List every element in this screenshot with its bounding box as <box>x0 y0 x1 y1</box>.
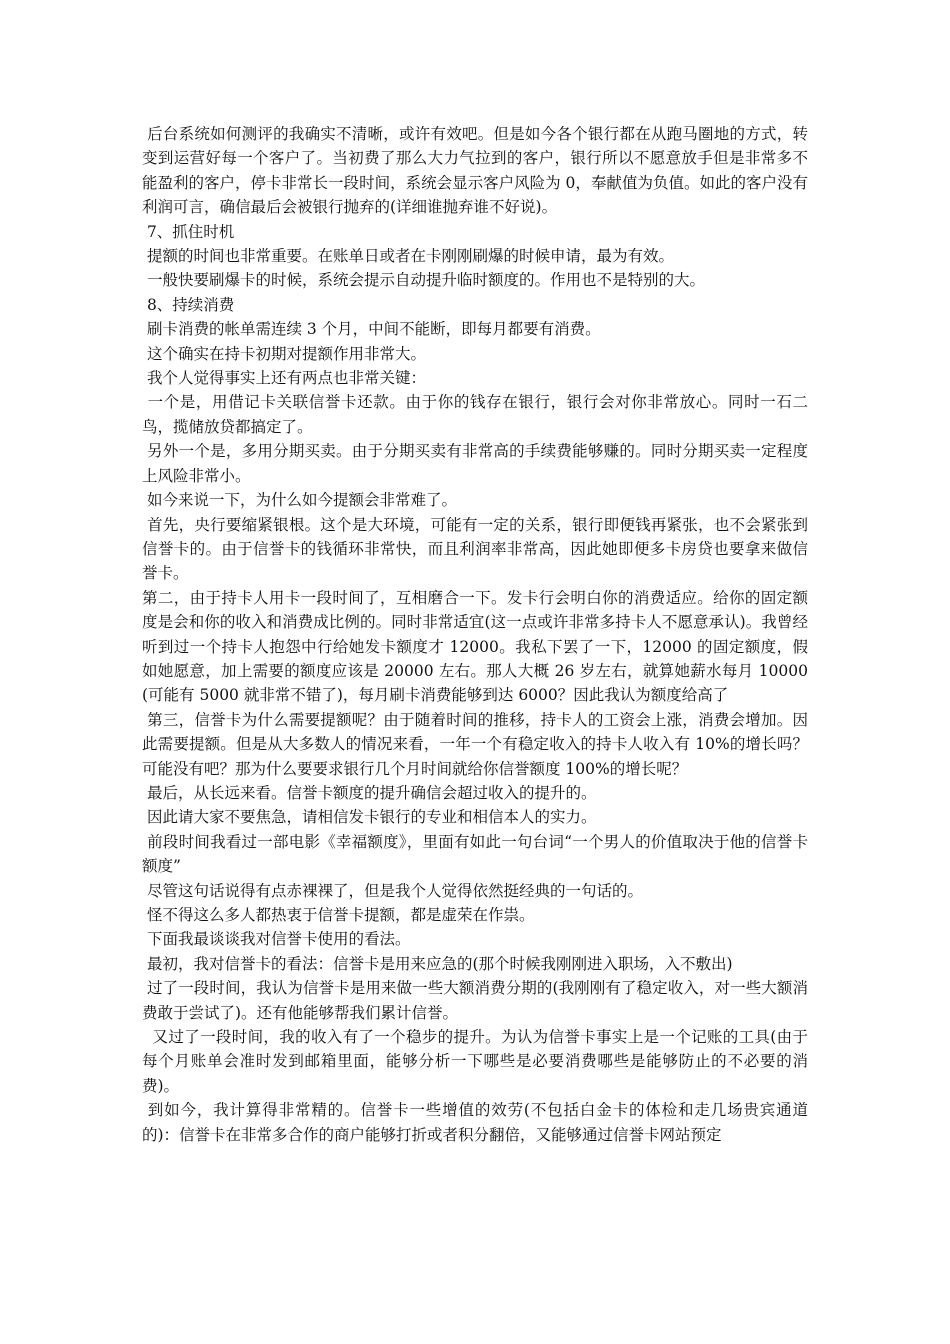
paragraph: 刷卡消费的帐单需连续 3 个月，中间不能断，即每月都要有消费。 <box>142 320 601 339</box>
paragraph: 最初，我对信誉卡的看法：信誉卡是用来应急的(那个时候我刚刚进入职场，入不敷出) <box>142 954 733 973</box>
paragraph: 如今来说一下，为什么如今提额会非常难了。 <box>142 491 457 510</box>
paragraph: 又过了一段时间，我的收入有了一个稳步的提升。为认为信誉卡事实上是一个记账的工具(由于每个月账单会准时发到邮箱里面，能够分析一下哪些是必要消费哪些是能够防止的不必要的消费)。 <box>142 1028 808 1095</box>
paragraph: 提额的时间也非常重要。在账单日或者在卡刚刚刷爆的时候申请，最为有效。 <box>142 247 674 266</box>
section-heading: 8、持续消费 <box>142 295 235 314</box>
paragraph: 下面我最谈谈我对信誉卡使用的看法。 <box>142 930 411 949</box>
paragraph: 第二，由于持卡人用卡一段时间了，互相磨合一下。发卡行会明白你的消费适应。给你的固定额度是会和你的收入和消费成比例的。同时非常适宜(这一点或许非常多持卡人不愿意承认)。我曾经听到过一个持卡人抱怨中行给她发卡额度才 12000。我私下罢了一下，12000 的固定额度，假如她愿意，加上需要的额度应该是 20000 左右。那人大概 26 岁左右，就算她薪水每月 10000(可能有 5000 就非常不错了)，每月刷卡消费能够到达 6000？因此我认为额度给高了 <box>142 588 808 705</box>
paragraph: 过了一段时间，我认为信誉卡是用来做一些大额消费分期的(我刚刚有了稳定收入，对一些大额消费敢于尝试了)。还有他能够帮我们累计信誉。 <box>142 979 808 1022</box>
paragraph: 尽管这句话说得有点赤裸裸了，但是我个人觉得依然挺经典的一句话的。 <box>142 881 643 900</box>
paragraph: 最后，从长远来看。信誉卡额度的提升确信会超过收入的提升的。 <box>142 783 597 802</box>
paragraph: 怪不得这么多人都热衷于信誉卡提额，都是虚荣在作祟。 <box>142 906 535 924</box>
paragraph: 到如今，我计算得非常精的。信誉卡一些增值的效劳(不包括白金卡的体检和走几场贵宾通道的)：信誉卡在非常多合作的商户能够打折或者积分翻倍，又能够通过信誉卡网站预定 <box>142 1101 808 1144</box>
paragraph: 后台系统如何测评的我确实不清晰，或许有效吧。但是如今各个银行都在从跑马圈地的方式，转变到运营好每一个客户了。当初费了那么大力气拉到的客户，银行所以不愿意放手但是非常多不能盈利的客户，停卡非常长一段时间，系统会显示客户风险为 0，奉献值为负值。如此的客户没有利润可言，确信最后会被银行抛弃的(详细谁抛弃谁不好说)。 <box>142 125 808 217</box>
paragraph: 一般快要刷爆卡的时候，系统会提示自动提升临时额度的。作用也不是特别的大。 <box>142 271 705 290</box>
paragraph: 首先，央行要缩紧银根。这个是大环境，可能有一定的关系，银行即便钱再紧张，也不会紧张到信誉卡的。由于信誉卡的钱循环非常快，而且利润率非常高，因此她即便多卡房贷也要拿来做信誉卡。 <box>142 515 808 583</box>
paragraph: 我个人觉得事实上还有两点也非常关键： <box>142 369 426 388</box>
paragraph: 另外一个是，多用分期买卖。由于分期买卖有非常高的手续费能够赚的。同时分期买卖一定程度上风险非常小。 <box>142 442 808 485</box>
document-body <box>142 122 808 1147</box>
paragraph: 一个是，用借记卡关联信誉卡还款。由于你的钱存在银行，银行会对你非常放心。同时一石二鸟，揽储放贷都搞定了。 <box>142 393 808 436</box>
paragraph: 这个确实在持卡初期对提额作用非常大。 <box>142 344 426 363</box>
section-heading: 7、抓住时机 <box>142 222 235 241</box>
paragraph: 第三，信誉卡为什么需要提额呢？由于随着时间的推移，持卡人的工资会上涨，消费会增加。因此需要提额。但是从大多数人的情况来看，一年一个有稳定收入的持卡人收入有 10%的增长吗？可能没有吧？那为什么要要求银行几个月时间就给你信誉额度 100%的增长呢？ <box>142 710 808 778</box>
paragraph: 前段时间我看过一部电影《幸福额度》，里面有如此一句台词“一个男人的价值取决于他的信誉卡额度” <box>142 832 808 876</box>
paragraph: 因此请大家不要焦急，请相信发卡银行的专业和相信本人的实力。 <box>142 808 597 827</box>
